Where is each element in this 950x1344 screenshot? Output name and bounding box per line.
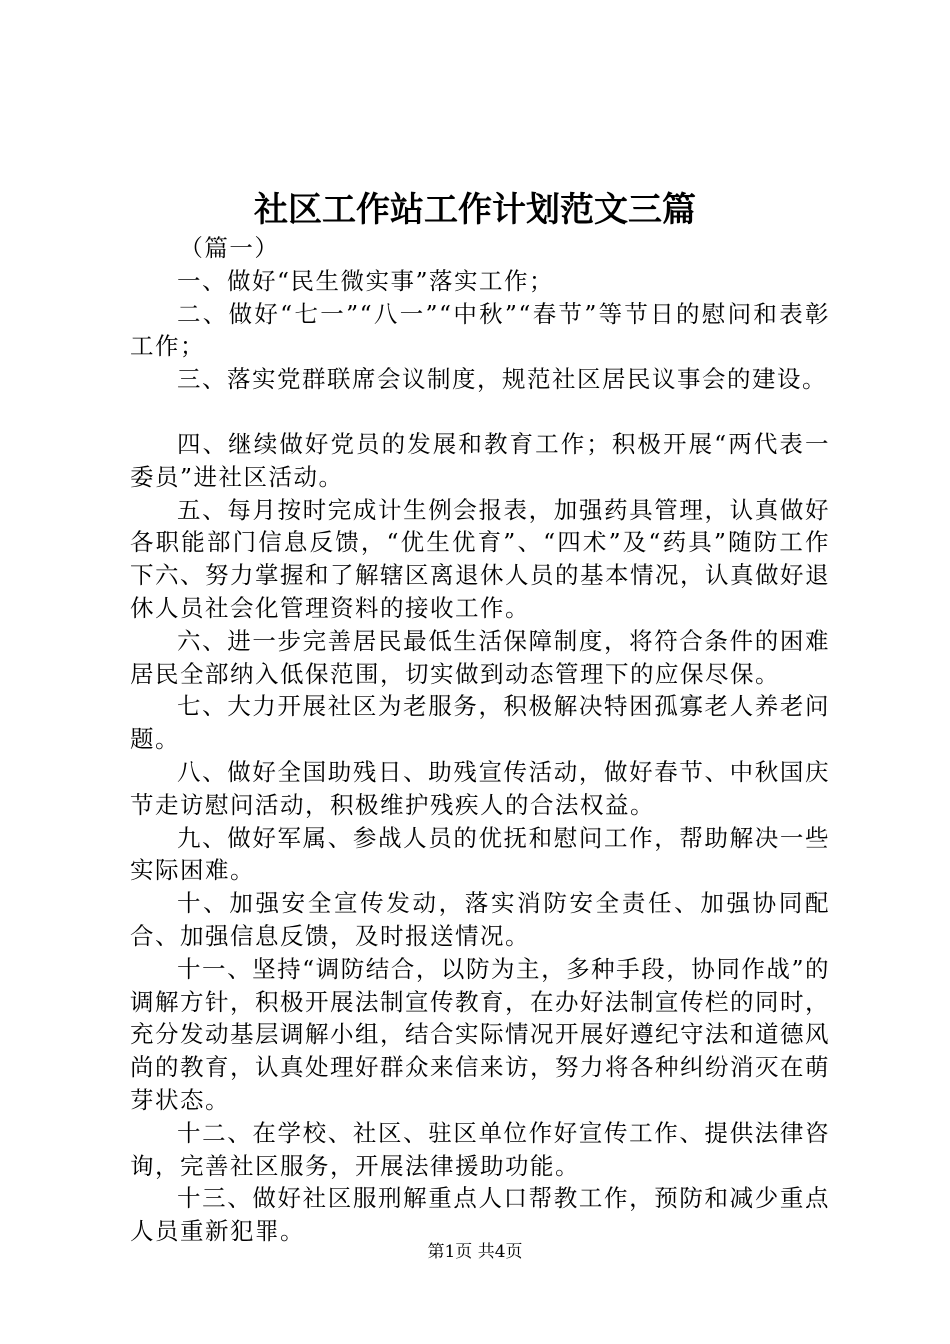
- paragraph-11: 十一、坚持“调防结合，以防为主，多种手段，协同作战”的调解方针，积极开展法制宣传教育，在办好法制宣传栏的同时，充分发动基层调解小组，结合实际情况开展好遵纪守法和道德风尚的教育，认真处理好群众来信来访，努力将各种纠纷消灭在萌芽状态。: [130, 954, 830, 1114]
- document-title: 社区工作站工作计划范文三篇: [254, 190, 696, 230]
- paragraph-6: 六、进一步完善居民最低生活保障制度，将符合条件的困难居民全部纳入低保范围，切实做到动态管理下的应保尽保。: [130, 626, 830, 688]
- paragraph-1: 一、做好“民生微实事”落实工作；: [177, 266, 555, 295]
- paragraph-10: 十、加强安全宣传发动，落实消防安全责任、加强协同配合、加强信息反馈，及时报送情况。: [130, 889, 830, 950]
- paragraph-5: 五、每月按时完成计生例会报表，加强药具管理，认真做好各职能部门信息反馈，“优生优育”、“四术”及“药具”随防工作下六、努力掌握和了解辖区离退休人员的基本情况，认真做好退休人员社会化管理资料的接收工作。: [130, 495, 830, 622]
- document-body: [130, 232, 830, 1248]
- paragraph-2: 二、做好“七一”“八一”“中秋”“春节”等节日的慰问和表彰工作；: [130, 299, 830, 361]
- paragraph-9: 九、做好军属、参战人员的优抚和慰问工作，帮助解决一些实际困难。: [130, 823, 830, 885]
- paragraph-3: 三、落实党群联席会议制度，规范社区居民议事会的建设。: [177, 365, 827, 394]
- paragraph-7: 七、大力开展社区为老服务，积极解决特困孤寡老人养老问题。: [130, 692, 830, 754]
- section-label: （篇一）: [179, 234, 280, 262]
- paragraph-12: 十二、在学校、社区、驻区单位作好宣传工作、提供法律咨询，完善社区服务，开展法律援助功能。: [130, 1118, 830, 1180]
- paragraph-13: 十三、做好社区服刑解重点人口帮教工作，预防和减少重点人员重新犯罪。: [130, 1184, 830, 1246]
- paragraph-4: 四、继续做好党员的发展和教育工作；积极开展“两代表一委员”进社区活动。: [130, 429, 830, 491]
- page-footer: 第1页 共4页: [427, 1242, 523, 1262]
- paragraph-8: 八、做好全国助残日、助残宣传活动，做好春节、中秋国庆节走访慰问活动，积极维护残疾人的合法权益。: [130, 757, 830, 819]
